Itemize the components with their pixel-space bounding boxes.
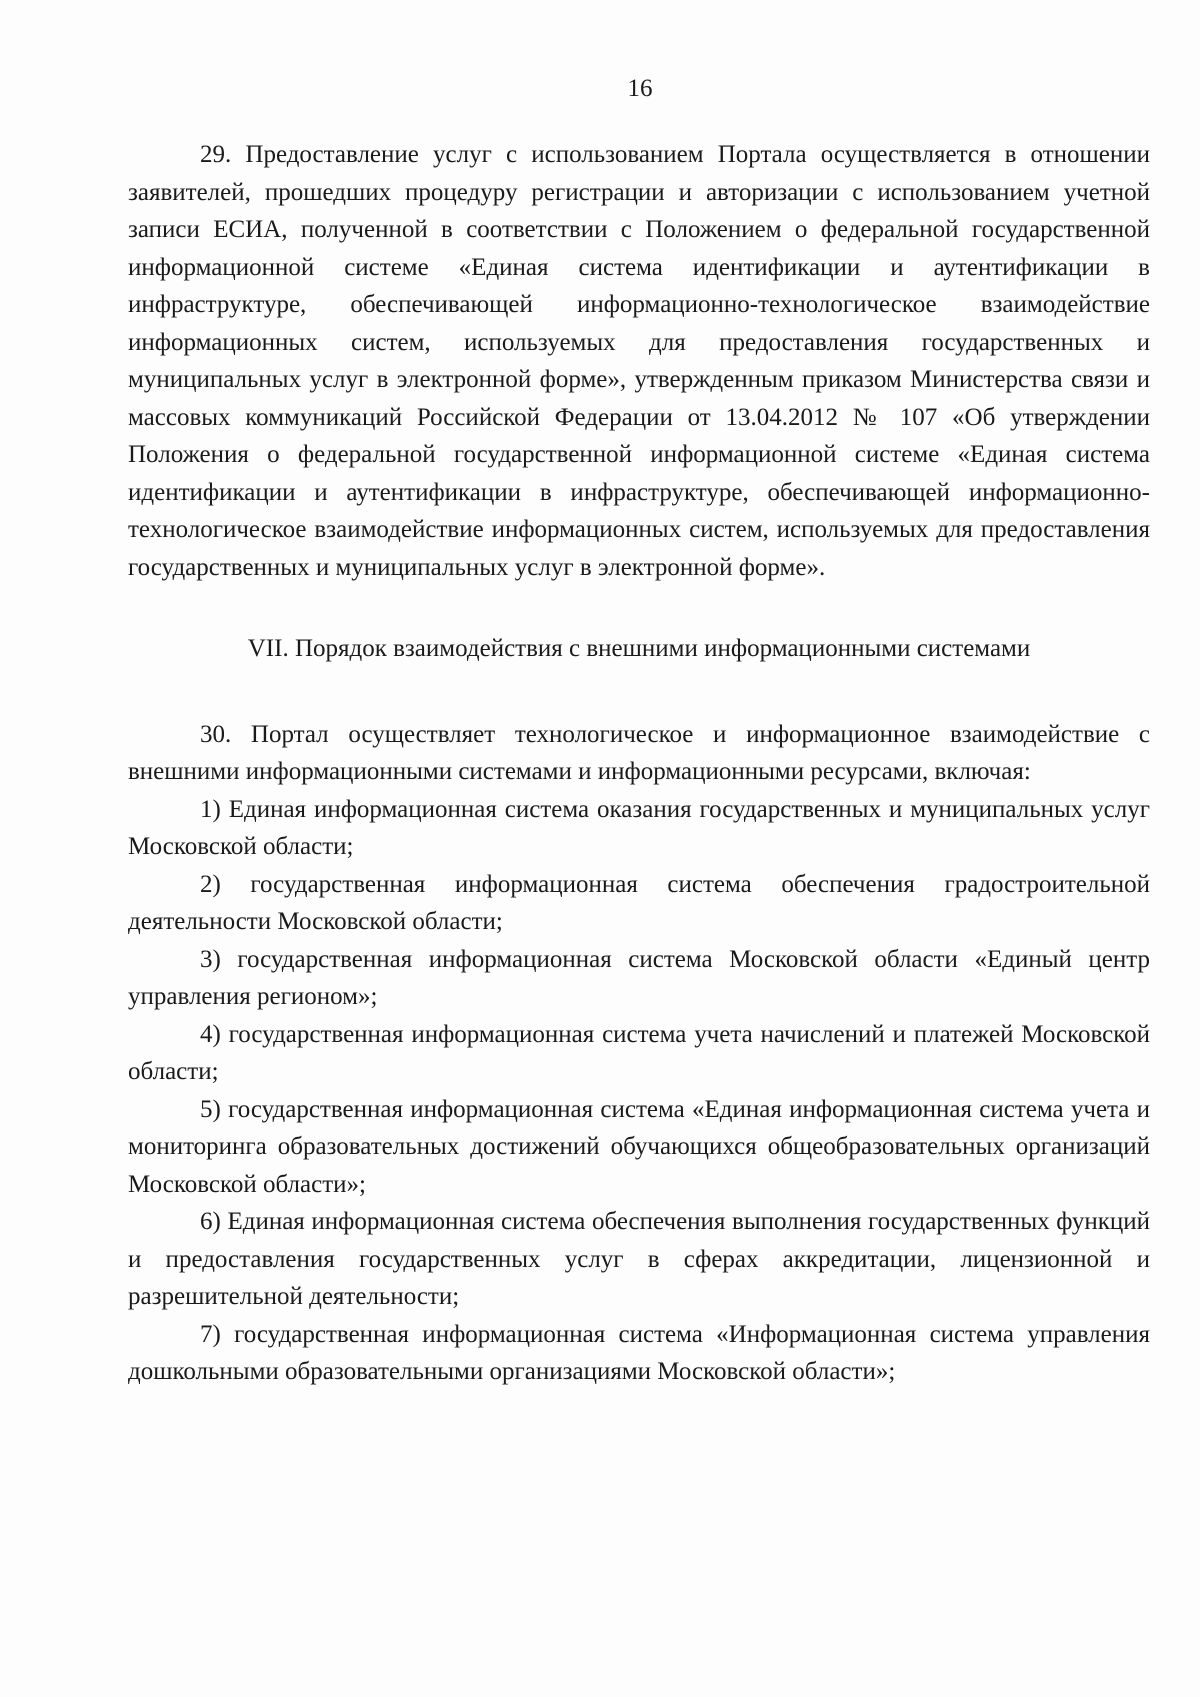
list-item: 1) Единая информационная система оказания государственных и муниципальных услуг Московской области; bbox=[128, 795, 1150, 860]
document-body bbox=[128, 136, 1150, 1391]
page-number: 16 bbox=[627, 75, 653, 102]
list-item: 7) государственная информационная система «Информационная система управления дошкольными образовательными организациями Московской области»; bbox=[128, 1320, 1150, 1385]
list-item: 6) Единая информационная система обеспечения выполнения государственных функций и предоставления государственных услуг в сферах аккредитации, лицензионной и разрешительной деятельности; bbox=[128, 1208, 1150, 1310]
list-item: 5) государственная информационная система «Единая информационная система учета и мониторинга образовательных достижений обучающихся общеобразовательных организаций Московской области»; bbox=[128, 1095, 1150, 1198]
list-item: 4) государственная информационная система учета начислений и платежей Московской области; bbox=[128, 1020, 1150, 1085]
list-item: 2) государственная информационная система обеспечения градостроительной деятельности Московской области; bbox=[128, 870, 1150, 935]
paragraph-30: 30. Портал осуществляет технологическое и информационное взаимодействие с внешними информационными системами и информационными ресурсами, включая: bbox=[128, 720, 1150, 785]
systems-list bbox=[128, 791, 1150, 1391]
paragraph-29: 29. Предоставление услуг с использованием Портала осуществляется в отношении заявителей, прошедших процедуру регистрации и авторизации с использованием учетной записи ЕСИА, полученной в соответствии с Положением о федеральной государственной информационной системе «Единая система идентификации и аутентификации в инфраструктуре, обеспечивающей информационно-технологическое взаимодействие информационных систем, используемых для предоставления государственных и муниципальных услуг в электронной форме», утвержденным приказом Министерства связи и массовых коммуникаций Российской Федерации от 13.04.2012 № 107 «Об утверждении Положения о федеральной государственной информационной системе «Единая система идентификации и аутентификации в инфраструктуре, обеспечивающей информационно-технологическое взаимодействие информационных систем, используемых для предоставления государственных и муниципальных услуг в электронной форме». bbox=[128, 141, 1150, 581]
list-item: 3) государственная информационная система Московской области «Единый центр управления регионом»; bbox=[128, 945, 1150, 1010]
section-heading: VII. Порядок взаимодействия с внешними информационными системами bbox=[247, 635, 1031, 662]
